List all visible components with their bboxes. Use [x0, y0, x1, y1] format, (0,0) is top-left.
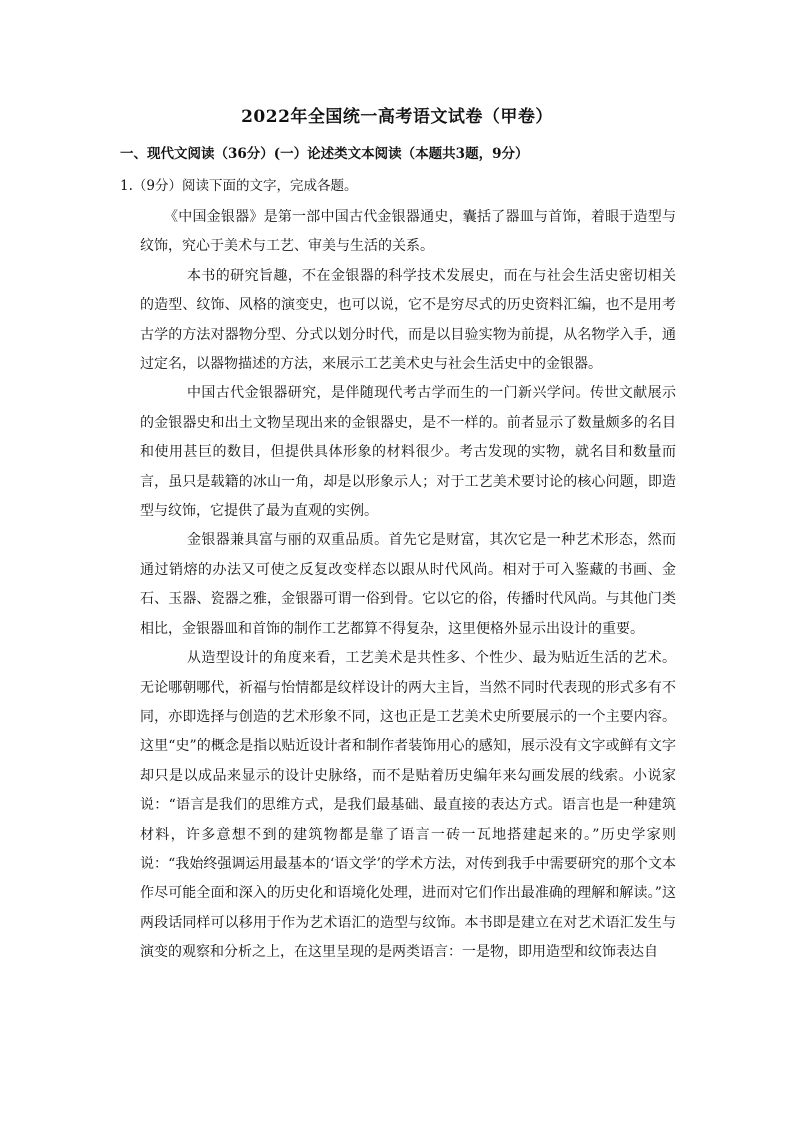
passage-paragraph-3: 中国古代金银器研究，是伴随现代考古学而生的一门新兴学问。传世文献展示的金银器史和出土文物呈现出来的金银器史，是不一样的。前者显示了数量颇多的名目和使用甚巨的数目，但提供具体形象的材料很少。考古发现的实物，就名目和数量而言，虽只是载籍的冰山一角，却是以形象示人；对于工艺美术要讨论的核心问题，即造型与纹饰，它提供了最为直观的实例。: [140, 385, 676, 520]
passage-paragraph-4: 金银器兼具富与丽的双重品质。首先它是财富，其次它是一种艺术形态，然而通过销熔的办法又可使之反复改变样态以跟从时代风尚。相对于可入鉴藏的书画、金石、玉器、瓷器之雅，金银器可谓一俗到骨。它以它的俗，传播时代风尚。与其他门类相比，金银器皿和首饰的制作工艺都算不得复杂，这里便格外显示出设计的重要。: [140, 532, 676, 637]
passage-paragraph-5: 从造型设计的角度来看，工艺美术是共性多、个性少、最为贴近生活的艺术。无论哪朝哪代，祈福与怡情都是纹样设计的两大主旨，当然不同时代表现的形式多有不同，亦即选择与创造的艺术形象不同，这也正是工艺美术史所要展示的一个主要内容。这里“史”的概念是指以贴近设计者和制作者装饰用心的感知，展示没有文字或鲜有文字却只是以成品来显示的设计史脉络，而不是贴着历史编年来勾画发展的线索。小说家说：“语言是我们的思维方式，是我们最基础、最直接的表达方式。语言也是一种建筑材料，许多意想不到的建筑物都是靠了语言一砖一瓦地搭建起来的。”历史学家则说：“我始终强调运用最基本的‘语文学’的学术方法，对传到我手中需要研究的那个文本作尽可能全面和深入的历史化和语境化处理，进而对它们作出最准确的理解和解读。”这两段话同样可以移用于作为艺术语汇的造型与纹饰。本书即是建立在对艺术语汇发生与演变的观察和分析之上，在这里呈现的是两类语言：一是物，即用造型和纹饰表达自: [140, 650, 676, 961]
passage-paragraph-1: 《中国金银器》是第一部中国古代金银器通史，囊括了器皿与首饰，着眼于造型与纹饰，究心于美术与工艺、审美与生活的关系。: [140, 209, 676, 255]
passage-paragraph-2: 本书的研究旨趣，不在金银器的科学技术发展史，而在与社会生活史密切相关的造型、纹饰、风格的演变史，也可以说，它不是穷尽式的历史资料汇编，也不是用考古学的方法对器物分型、分式以划分时代，而是以目验实物为前提，从名物学入手，通过定名，以器物描述的方法，来展示工艺美术史与社会生活史中的金银器。: [140, 267, 676, 373]
exam-title: 2022年全国统一高考语文试卷（甲卷）: [241, 107, 553, 127]
question-instruction: 1.（9分）阅读下面的文字，完成各题。: [120, 178, 358, 194]
reading-passage: [140, 203, 676, 968]
section-heading: 一、现代文阅读（36分）(一）论述类文本阅读（本题共3题，9分）: [120, 146, 529, 162]
